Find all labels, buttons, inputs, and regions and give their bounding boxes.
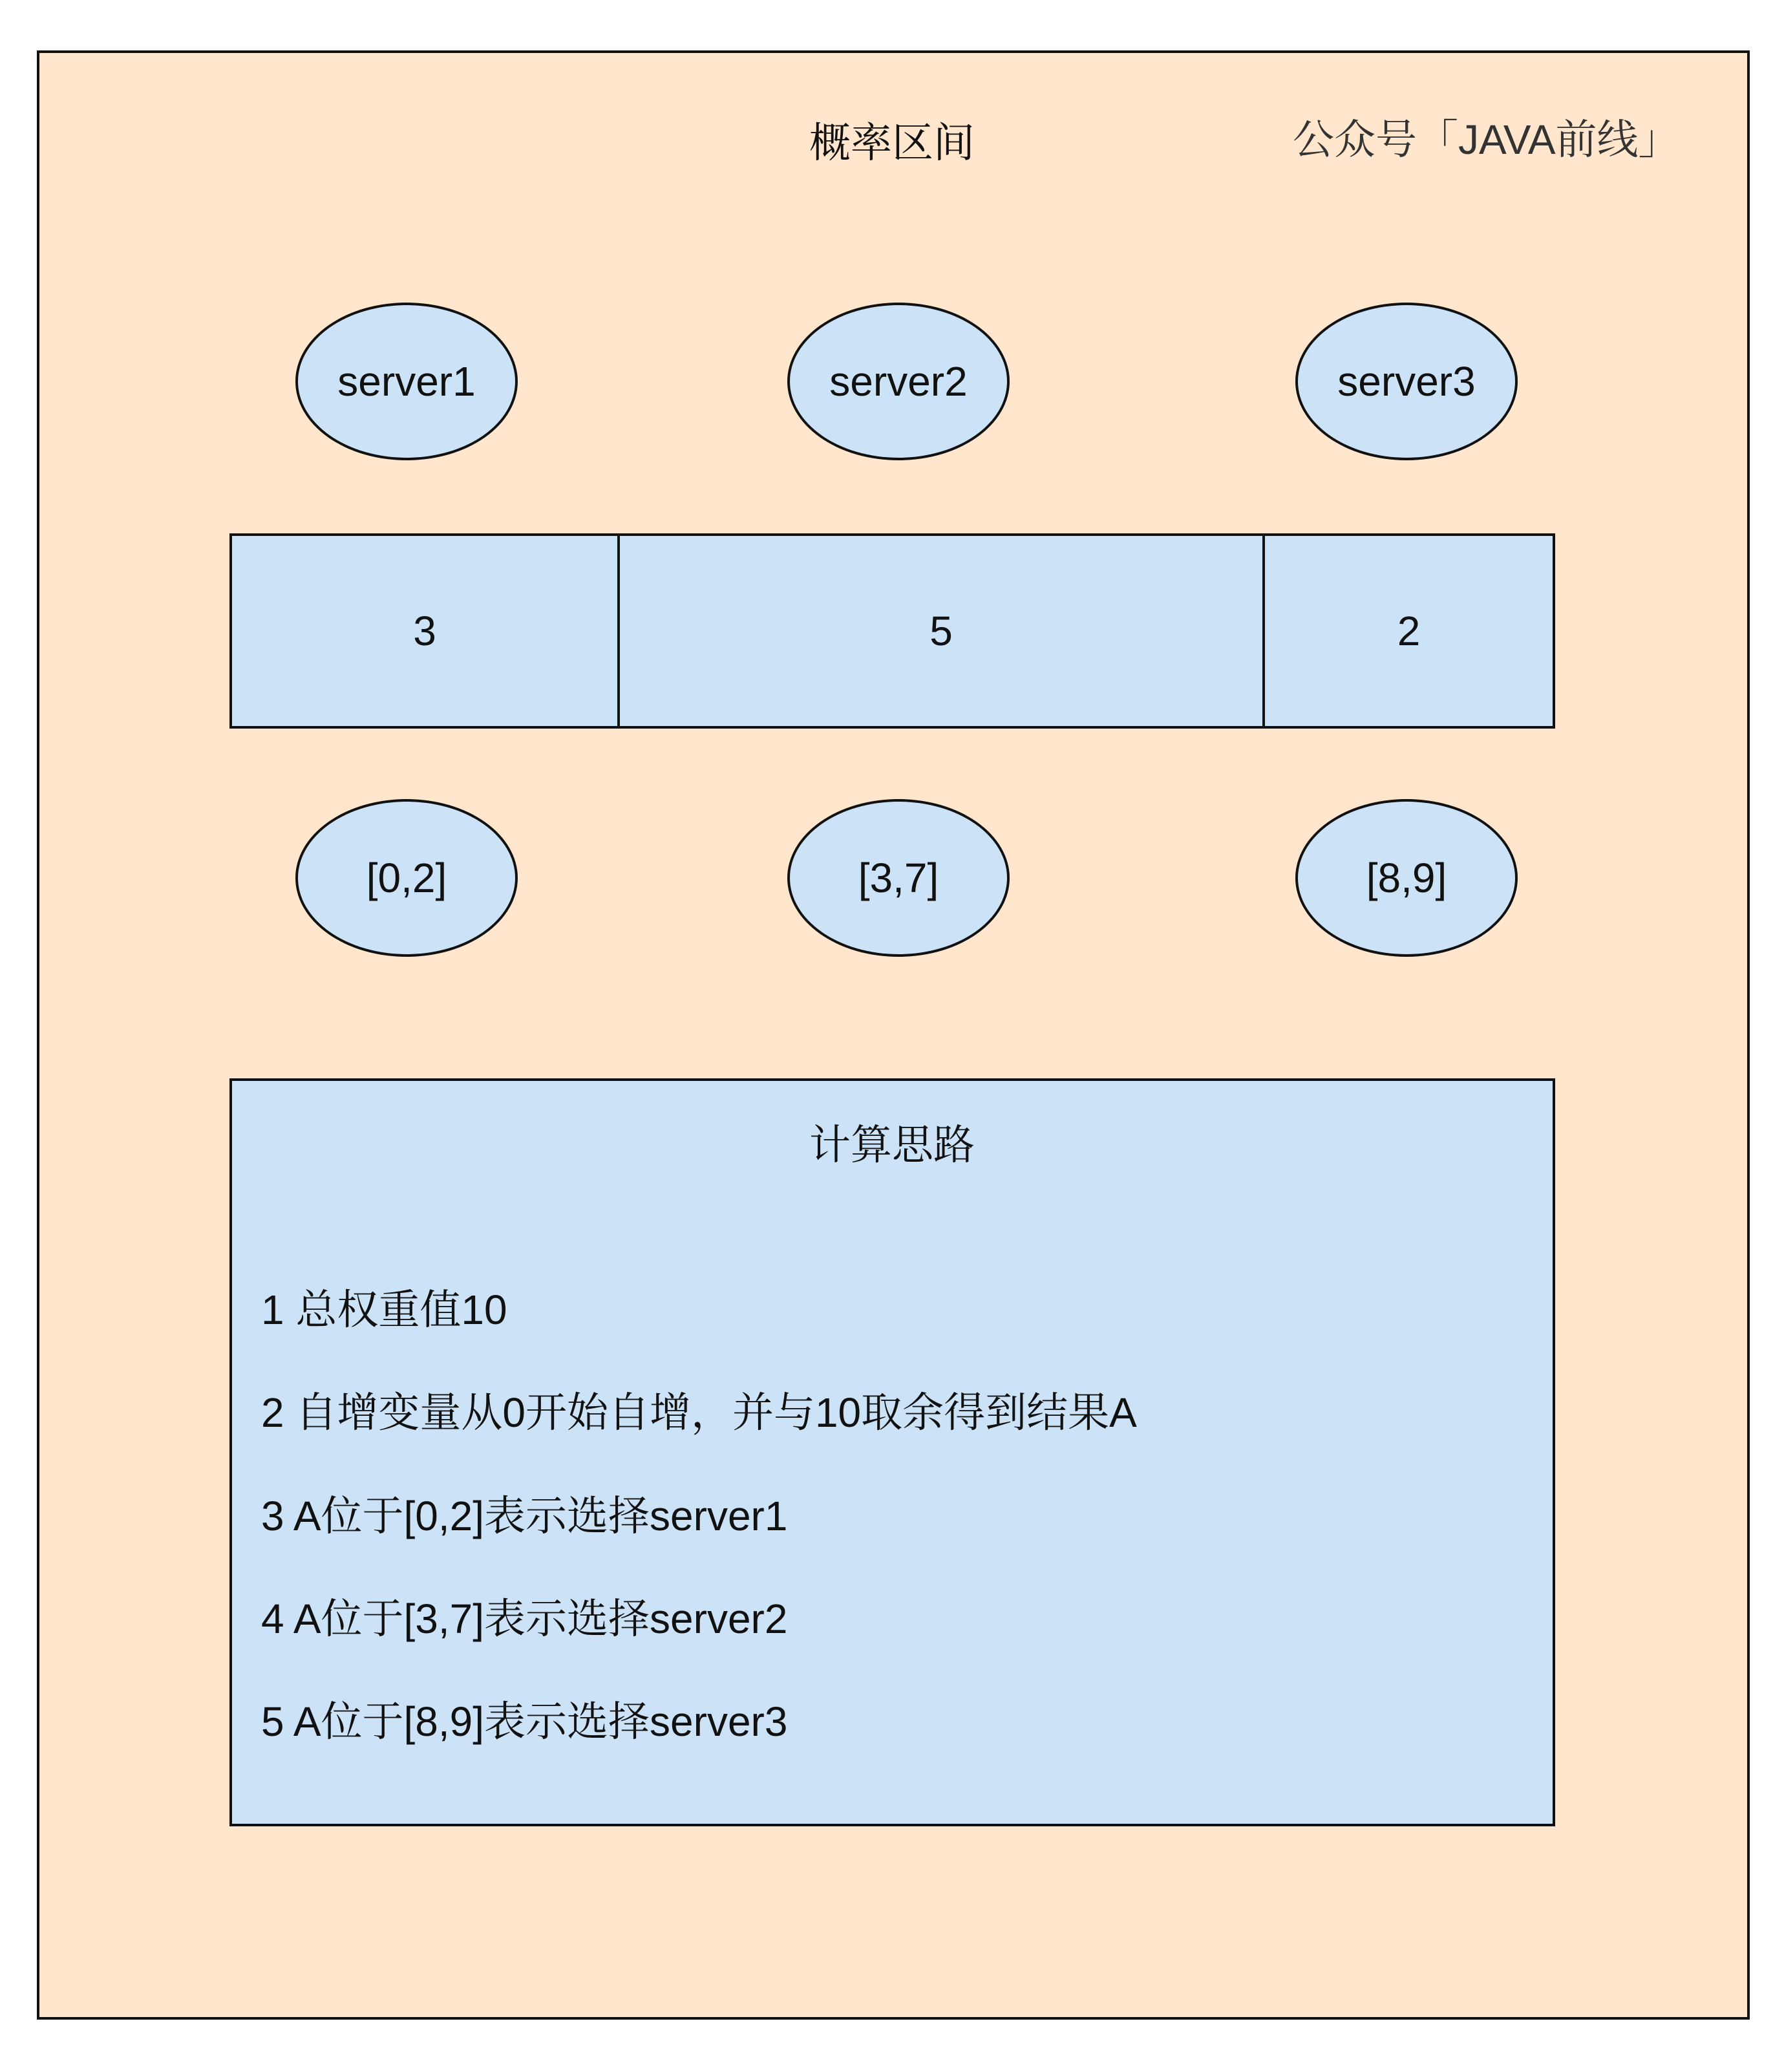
weight-cell-server1: 3 [229, 533, 620, 729]
calc-line: 5 A位于[8,9]表示选择server3 [261, 1698, 788, 1745]
range-node-server1: [0,2] [295, 799, 518, 957]
calc-line: 1 总权重值10 [261, 1287, 507, 1333]
range-node-server2: [3,7] [787, 799, 1010, 957]
weight-cell-server2: 5 [617, 533, 1265, 729]
server1-node: server1 [295, 303, 518, 460]
server2-node: server2 [787, 303, 1010, 460]
watermark: 公众号「JAVA前线」 [1293, 116, 1680, 163]
calc-line: 3 A位于[0,2]表示选择server1 [261, 1493, 788, 1539]
range-node-server3: [8,9] [1295, 799, 1518, 957]
diagram-title: 概率区间 [809, 120, 975, 166]
calc-line: 2 自增变量从0开始自增，并与10取余得到结果A [261, 1389, 1137, 1436]
server3-node: server3 [1295, 303, 1518, 460]
calc-title: 计算思路 [809, 1122, 975, 1168]
weight-cell-server3: 2 [1262, 533, 1555, 729]
calc-line: 4 A位于[3,7]表示选择server2 [261, 1596, 788, 1642]
